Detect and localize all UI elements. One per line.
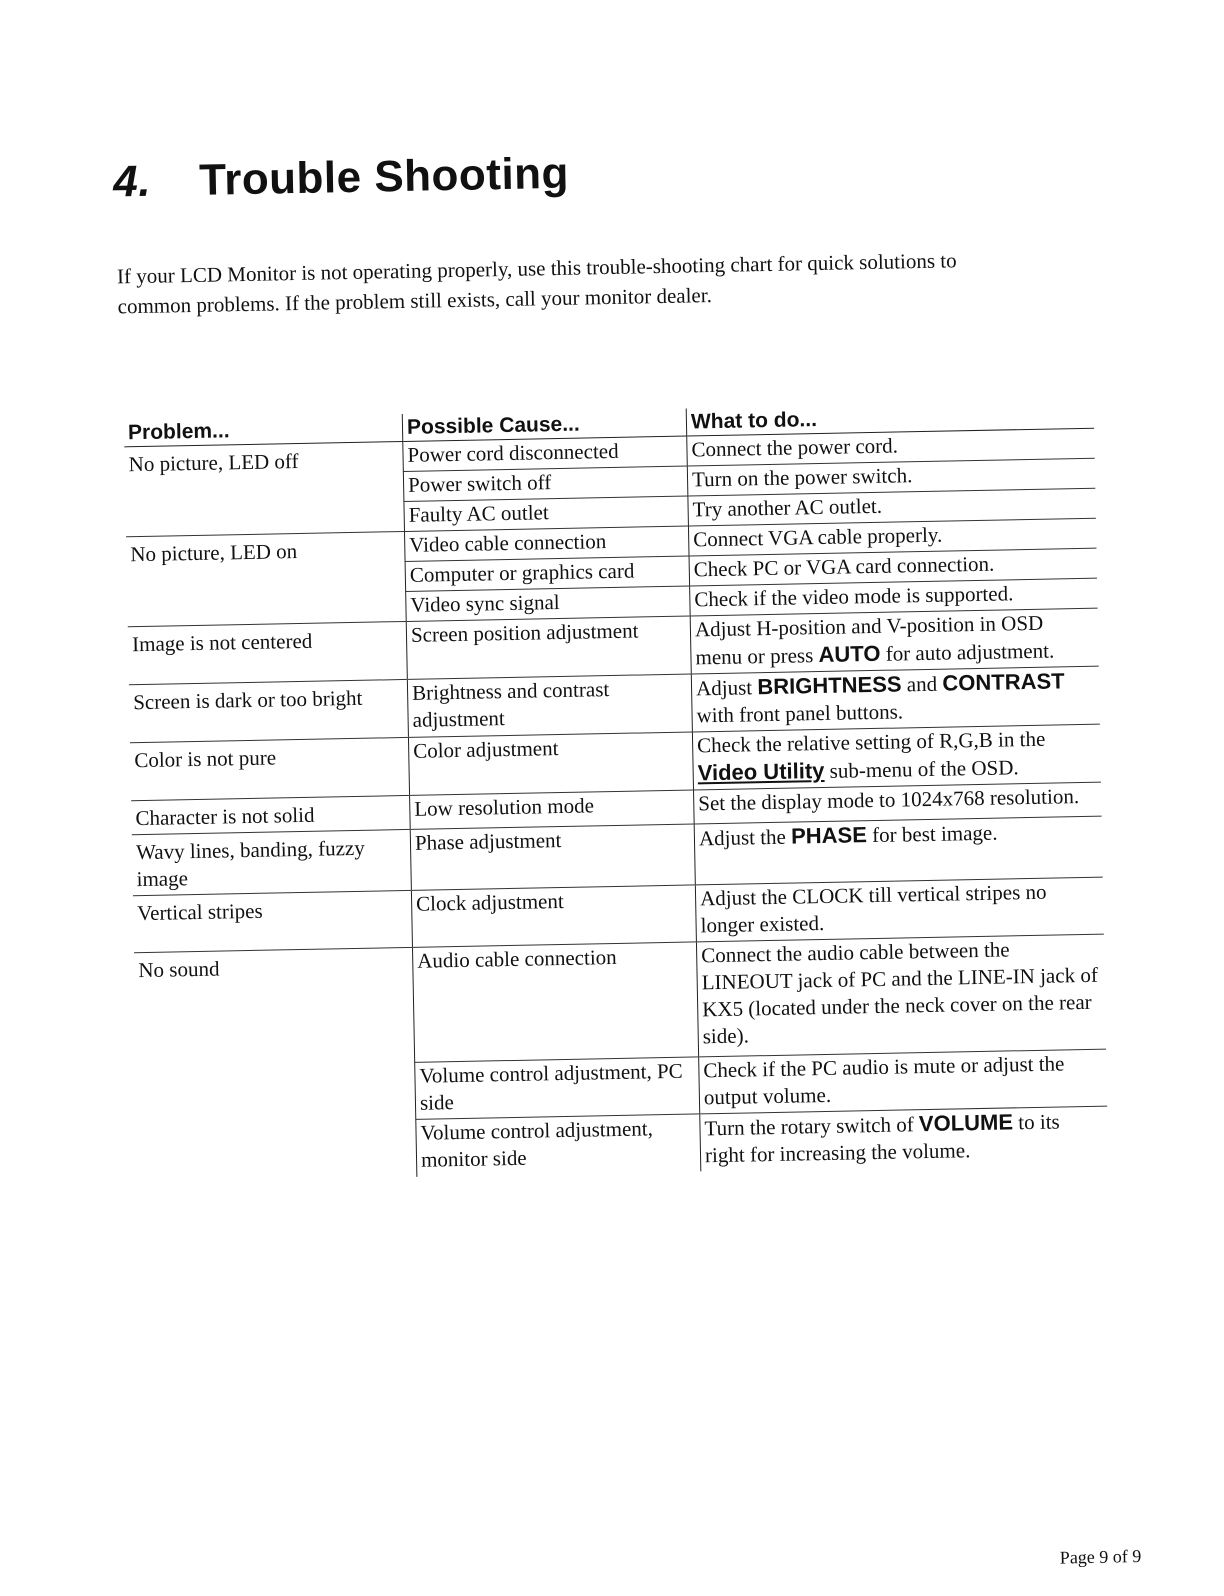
todo-cell: Check PC or VGA card connection. <box>689 548 1097 586</box>
todo-cell: Try another AC outlet. <box>688 488 1096 526</box>
cause-cell: Volume control adjustment, monitor side <box>416 1114 701 1177</box>
cause-cell: Video cable connection <box>405 526 690 561</box>
todo-text: with front panel buttons. <box>696 699 904 728</box>
todo-cell <box>692 724 1101 790</box>
problem-cell: No picture, LED on <box>126 531 406 626</box>
section-heading <box>113 149 570 208</box>
todo-text: Adjust the <box>698 824 792 851</box>
problem-cell: Vertical stripes <box>133 890 413 952</box>
cause-cell: Audio cable connection <box>412 942 698 1062</box>
keyword-contrast: CONTRAST <box>942 668 1065 696</box>
cause-cell: Phase adjustment <box>410 824 695 890</box>
header-todo: What to do... <box>686 401 1094 436</box>
problem-cell: Screen is dark or too bright <box>129 679 409 742</box>
intro-line-1: If your LCD Monitor is not operating properly, use this trouble-shooting chart for quick solutions to <box>116 248 957 289</box>
todo-cell: Adjust the CLOCK till vertical stripes no longer existed. <box>695 877 1104 942</box>
todo-cell: Check if the video mode is supported. <box>690 578 1098 616</box>
todo-text: Adjust H-position and V-position in OSD menu or press <box>694 610 1044 670</box>
todo-cell <box>700 1106 1109 1171</box>
keyword-video-utility: Video Utility <box>697 757 825 786</box>
keyword-volume: VOLUME <box>918 1109 1014 1137</box>
cause-cell: Brightness and contrast adjustment <box>407 674 692 737</box>
intro-line-2: common problems. If the problem still exists, call your monitor dealer. <box>117 283 713 319</box>
keyword-auto: AUTO <box>818 640 881 668</box>
problem-cell: Image is not centered <box>128 621 408 684</box>
todo-cell: Check if the PC audio is mute or adjust the output volume. <box>699 1049 1108 1114</box>
cause-cell: Faulty AC outlet <box>404 496 689 531</box>
keyword-phase: PHASE <box>790 822 868 849</box>
page-number: Page 9 of 9 <box>1059 1546 1142 1568</box>
cause-cell: Screen position adjustment <box>406 616 691 679</box>
todo-text: sub-menu of the OSD. <box>824 755 1019 783</box>
todo-text: Check the relative setting of R,G,B in the <box>696 726 1046 758</box>
cause-cell: Power cord disconnected <box>403 436 688 471</box>
todo-text: Turn the rotary switch of <box>704 1112 920 1141</box>
cause-cell: Power switch off <box>403 466 688 501</box>
table-row <box>134 934 1106 1068</box>
cause-cell: Video sync signal <box>406 586 691 621</box>
todo-cell <box>690 608 1099 674</box>
todo-text: for auto adjustment. <box>880 638 1055 666</box>
todo-cell: Connect the power cord. <box>687 428 1095 466</box>
todo-cell: Set the display mode to 1024x768 resolution. <box>694 782 1102 824</box>
cause-cell: Clock adjustment <box>411 885 696 947</box>
cause-cell: Volume control adjustment, PC side <box>415 1057 700 1119</box>
todo-text: to its right for increasing the volume. <box>704 1109 1060 1168</box>
problem-cell: No picture, LED off <box>124 441 404 536</box>
todo-cell <box>694 816 1103 885</box>
cause-cell: Computer or graphics card <box>405 556 690 591</box>
todo-text: for best image. <box>866 820 998 848</box>
keyword-brightness: BRIGHTNESS <box>757 671 902 700</box>
troubleshooting-table <box>124 401 1108 1182</box>
todo-text: Adjust <box>695 675 758 701</box>
todo-cell: Turn on the power switch. <box>687 458 1095 496</box>
header-cause: Possible Cause... <box>402 409 686 442</box>
problem-cell: No sound <box>138 956 220 983</box>
todo-cell <box>691 666 1100 732</box>
section-number: 4. <box>112 156 152 207</box>
cause-cell: Color adjustment <box>408 732 693 795</box>
cause-cell: Low resolution mode <box>410 790 695 829</box>
intro-paragraph <box>117 243 1078 321</box>
problem-cell: Character is not solid <box>131 795 410 834</box>
header-problem: Problem... <box>124 414 403 447</box>
problem-cell: Color is not pure <box>130 737 410 800</box>
section-title: Trouble Shooting <box>198 148 570 205</box>
problem-cell: Wavy lines, banding, fuzzy image <box>132 829 412 895</box>
todo-text: and <box>901 671 943 697</box>
todo-cell: Connect VGA cable properly. <box>688 518 1096 556</box>
todo-cell: Connect the audio cable between the LINEOUT jack of PC and the LINE-IN jack of KX5 (located under the neck cover on the rear side). <box>696 934 1106 1057</box>
